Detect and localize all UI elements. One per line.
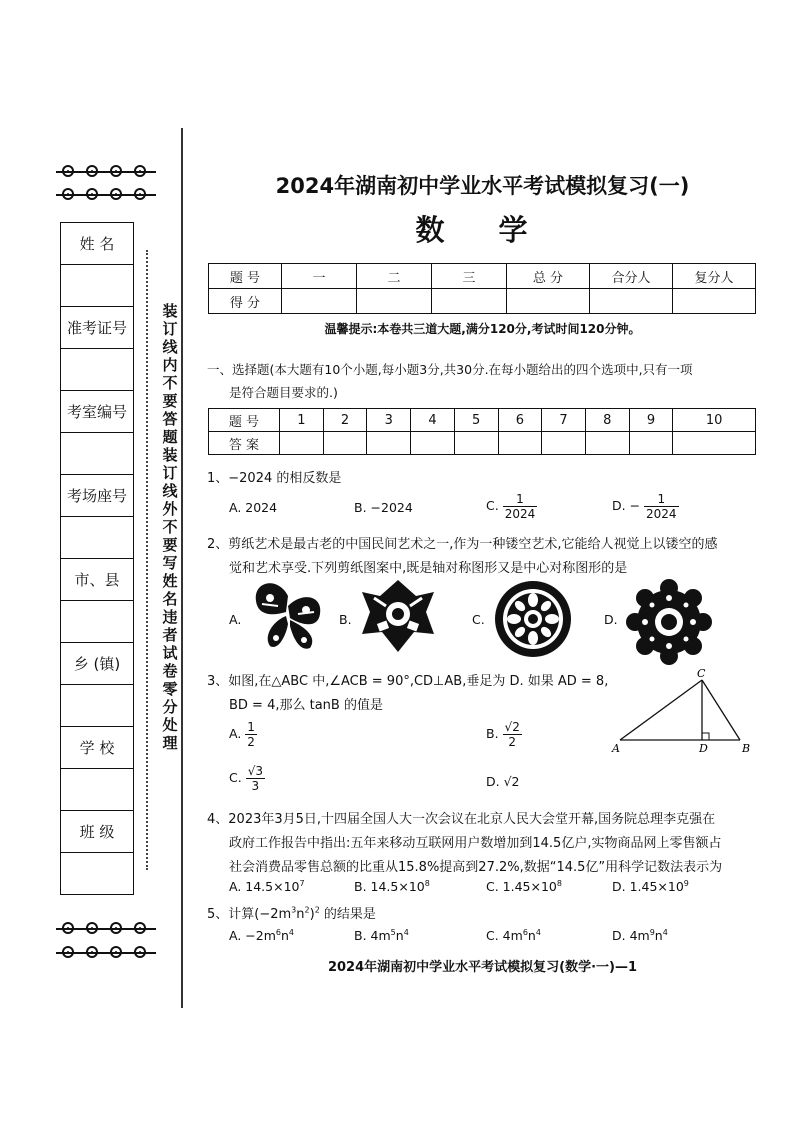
answer-cell[interactable] [673, 432, 756, 455]
answer-cell[interactable] [585, 432, 629, 455]
q4-c-exp: 8 [556, 879, 562, 888]
field-city-label: 市、县 [61, 559, 134, 601]
q1-d-num: 1 [644, 492, 679, 507]
q4-line-2: 政府工作报告中指出:五年来移动互联网用户数增加到14.5亿户,实物商品网上零售额占 [229, 836, 722, 851]
binding-rings-top-1 [62, 165, 148, 179]
q5-b-part: B. 4m [354, 928, 391, 944]
field-town-label: 乡 (镇) [61, 643, 134, 685]
score-cell-checker[interactable] [673, 289, 756, 314]
field-name-value[interactable] [61, 265, 134, 307]
q3-c-num: √3 [247, 764, 263, 778]
field-town-value[interactable] [61, 685, 134, 727]
q5-c-exp: 6 [522, 928, 528, 937]
field-exam-id-value[interactable] [61, 349, 134, 391]
q5-stem-exp: 2 [314, 905, 320, 915]
answer-header-7: 7 [542, 409, 586, 432]
q2-line-2: 觉和艺术享受.下列剪纸图案中,既是轴对称图形又是中心对称图形的是 [229, 561, 628, 576]
q4-option-b [354, 879, 430, 894]
q5-a-exp: 6 [275, 928, 281, 937]
q5-option-b [354, 928, 409, 943]
q5-stem [207, 903, 376, 922]
q1-option-b: B. −2024 [354, 500, 413, 515]
q3-b-fraction [503, 720, 522, 749]
field-seat-value[interactable] [61, 517, 134, 559]
score-header-checker: 复分人 [673, 264, 756, 289]
q5-b-part: n [395, 928, 404, 944]
q4-d-exp: 9 [683, 879, 689, 888]
fig-label-c: C [697, 668, 706, 680]
field-seat-label: 考场座号 [61, 475, 134, 517]
q1-c-fraction [503, 492, 538, 521]
answer-header-9: 9 [629, 409, 673, 432]
q3-c-den: 3 [251, 779, 260, 793]
q3-c-fraction [246, 764, 265, 793]
answer-cell[interactable] [411, 432, 455, 455]
q5-stem-part: ) [309, 907, 315, 922]
answer-table [208, 408, 756, 455]
q3-a-prefix: A. [229, 726, 242, 741]
exam-title: 2024年湖南初中学业水平考试模拟复习(一) [275, 174, 690, 198]
answer-cell[interactable] [280, 432, 324, 455]
q1-option-a: A. 2024 [229, 500, 278, 515]
fig-label-b: B [742, 742, 751, 755]
q3-line-2: BD = 4,那么 tanB 的值是 [229, 698, 383, 713]
field-school-label: 学 校 [61, 727, 134, 769]
q3-a-num: 1 [247, 720, 255, 734]
binding-notice: 装订线内不要答题装订线外不要写姓名违者试卷零分处理 [162, 302, 178, 752]
student-info-table [60, 222, 134, 895]
octagon-flower-papercut-image [624, 578, 714, 666]
q1-c-prefix: C. [486, 498, 499, 513]
score-row-label: 得 分 [209, 289, 282, 314]
exam-tip: 温馨提示:本卷共三道大题,满分120分,考试时间120分钟。 [324, 322, 641, 336]
q5-a-exp: 4 [288, 928, 295, 937]
q1-option-d [612, 492, 679, 521]
q3-b-prefix: B. [486, 726, 499, 741]
q1-d-fraction [644, 492, 679, 521]
answer-cell[interactable] [542, 432, 586, 455]
q3-option-d: D. √2 [486, 774, 520, 789]
q1-c-den: 2024 [504, 507, 536, 521]
q2-option-d: D. [604, 612, 618, 627]
score-header-qno: 题 号 [209, 264, 282, 289]
q5-stem-exp: 2 [304, 905, 310, 915]
q4-a-exp: 7 [299, 879, 305, 888]
q2-line-1: 2、剪纸艺术是最古老的中国民间艺术之一,作为一种镂空艺术,它能给人视觉上以镂空的感 [207, 537, 718, 552]
answer-cell[interactable] [629, 432, 673, 455]
score-table [208, 263, 756, 314]
q5-a-part: A. −2m [229, 928, 276, 944]
q5-option-d [612, 928, 668, 943]
q3-line-1: 3、如图,在△ABC 中,∠ACB = 90°,CD⊥AB,垂足为 D. 如果 AD = 8, [207, 674, 609, 689]
field-city-value[interactable] [61, 601, 134, 643]
page-footer: 2024年湖南初中学业水平考试模拟复习(数学·一)—1 [327, 960, 638, 975]
q4-b-text: B. 14.5×10 [354, 879, 425, 895]
answer-header-4: 4 [411, 409, 455, 432]
answer-header-2: 2 [323, 409, 367, 432]
score-cell-3[interactable] [432, 289, 507, 314]
binding-rings-bottom-1 [62, 922, 148, 936]
q5-c-part: n [527, 928, 536, 944]
q4-option-c [486, 879, 562, 894]
q4-option-d [612, 879, 689, 894]
answer-cell[interactable] [454, 432, 498, 455]
q1-stem: 1、−2024 的相反数是 [207, 471, 342, 486]
q5-b-exp: 5 [390, 928, 396, 937]
q3-b-num: √2 [504, 720, 520, 734]
q5-option-a [229, 928, 294, 943]
score-header-total: 总 分 [507, 264, 590, 289]
answer-header-5: 5 [454, 409, 498, 432]
score-cell-total[interactable] [507, 289, 590, 314]
fig-label-d: D [699, 742, 708, 755]
exam-subject: 数 学 [415, 213, 550, 247]
q4-d-text: D. 1.45×10 [612, 879, 684, 895]
field-name-label: 姓 名 [61, 223, 134, 265]
q4-b-exp: 8 [424, 879, 430, 888]
q2-option-a: A. [229, 612, 242, 627]
score-header-2: 二 [357, 264, 432, 289]
flower-papercut-image [356, 576, 440, 656]
answer-header-label: 题 号 [209, 409, 280, 432]
section1-intro-2: 是符合题目要求的.) [229, 385, 338, 400]
answer-row-label: 答 案 [209, 432, 280, 455]
section1-intro-1: 一、选择题(本大题有10个小题,每小题3分,共30分.在每小题给出的四个选项中,只有一项 [207, 362, 693, 377]
q4-c-text: C. 1.45×10 [486, 879, 557, 895]
answer-header-1: 1 [280, 409, 324, 432]
q5-d-part: D. 4m [612, 928, 650, 944]
q5-option-c [486, 928, 541, 943]
q4-line-1: 4、2023年3月5日,十四届全国人大一次会议在北京人民大会堂开幕,国务院总理李克强在 [207, 812, 716, 827]
binding-rings-bottom-2 [62, 946, 148, 960]
q4-a-text: A. 14.5×10 [229, 879, 300, 895]
q2-option-b: B. [339, 612, 352, 627]
answer-header-6: 6 [498, 409, 542, 432]
field-school-value[interactable] [61, 769, 134, 811]
q5-a-part: n [280, 928, 289, 944]
score-header-3: 三 [432, 264, 507, 289]
answer-header-10: 10 [673, 409, 756, 432]
butterfly-papercut-image [248, 576, 328, 654]
q1-c-num: 1 [503, 492, 538, 507]
q3-option-b [486, 720, 522, 749]
q5-c-part: C. 4m [486, 928, 523, 944]
q1-option-c [486, 492, 537, 521]
field-exam-id-label: 准考证号 [61, 307, 134, 349]
q5-d-exp: 4 [662, 928, 668, 937]
field-class-label: 班 级 [61, 811, 134, 853]
field-class-value[interactable] [61, 853, 134, 895]
q5-d-exp: 9 [649, 928, 655, 937]
q5-stem-part: n [296, 907, 305, 922]
binding-divider [181, 128, 183, 1008]
score-cell-summer[interactable] [590, 289, 673, 314]
q3-c-prefix: C. [229, 770, 242, 785]
answer-header-8: 8 [585, 409, 629, 432]
q3-b-den: 2 [508, 735, 516, 749]
q5-stem-part: 5、计算(−2m [207, 907, 292, 922]
answer-cell[interactable] [498, 432, 542, 455]
q5-stem-exp: 3 [291, 905, 297, 915]
q1-d-den: 2024 [646, 507, 677, 521]
score-cell-1[interactable] [282, 289, 357, 314]
triangle-figure [610, 668, 760, 758]
field-room-label: 考室编号 [61, 391, 134, 433]
binding-dotted-line [146, 250, 158, 870]
binding-rings-top-2 [62, 188, 148, 202]
answer-header-3: 3 [367, 409, 411, 432]
field-room-value[interactable] [61, 433, 134, 475]
q5-stem-part: 的结果是 [319, 907, 376, 922]
q5-c-exp: 4 [535, 928, 541, 937]
answer-cell[interactable] [323, 432, 367, 455]
q4-option-a [229, 879, 305, 894]
q2-option-c: C. [472, 612, 485, 627]
q3-a-den: 2 [247, 735, 255, 749]
fig-label-a: A [612, 742, 620, 755]
wheel-papercut-image [492, 578, 574, 660]
q5-d-part: n [654, 928, 663, 944]
score-cell-2[interactable] [357, 289, 432, 314]
score-header-summer: 合分人 [590, 264, 673, 289]
score-header-1: 一 [282, 264, 357, 289]
q3-option-c [229, 764, 265, 793]
q5-b-exp: 4 [403, 928, 409, 937]
q3-a-fraction [245, 720, 257, 749]
q3-option-a [229, 720, 257, 749]
q4-line-3: 社会消费品零售总额的比重从15.8%提高到27.2%,数据“14.5亿”用科学记数法表示为 [229, 860, 723, 875]
answer-cell[interactable] [367, 432, 411, 455]
q1-d-prefix: D. − [612, 498, 641, 513]
